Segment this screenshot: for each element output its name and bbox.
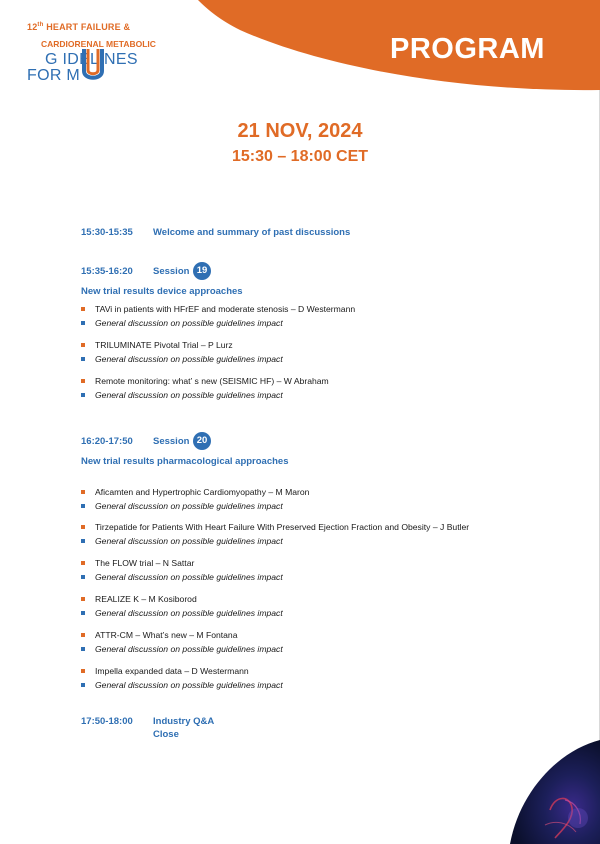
orange-bullet-icon — [81, 633, 85, 637]
session19-badge: 19 — [193, 262, 211, 280]
welcome-label: Welcome and summary of past discussions — [153, 227, 351, 238]
session20-badge: 20 — [193, 432, 211, 450]
list-item: REALIZE K – M Kosiborod General discussion on possible guidelines impact — [81, 592, 581, 620]
blue-bullet-icon — [81, 393, 85, 397]
list-item: Remote monitoring: what’ s new (SEISMIC HF) – W Abraham General discussion on possible guidelines impact — [81, 374, 581, 402]
logo-line2: CARDIORENAL METABOLIC — [41, 39, 156, 49]
logo-line4: FOR M — [27, 67, 81, 84]
blue-bullet-icon — [81, 504, 85, 508]
orange-bullet-icon — [81, 669, 85, 673]
list-item: TRILUMINATE Pivotal Trial – P Lurz General discussion on possible guidelines impact — [81, 338, 581, 366]
closing-time: 17:50-18:00 — [81, 716, 133, 727]
list-item: Impella expanded data – D Westermann General discussion on possible guidelines impact — [81, 664, 581, 692]
heart-graphic — [510, 740, 600, 844]
blue-bullet-icon — [81, 321, 85, 325]
welcome-time: 15:30-15:35 — [81, 227, 133, 238]
orange-bullet-icon — [81, 490, 85, 494]
logo-u-icon — [82, 49, 104, 85]
blue-bullet-icon — [81, 575, 85, 579]
session20-label: Session — [153, 436, 190, 447]
list-item: TAVi in patients with HFrEF and moderate stenosis – D Westermann General discussion on possible guidelines impact — [81, 302, 581, 330]
list-item: Aficamten and Hypertrophic Cardiomyopathy – M Maron General discussion on possible guidelines impact — [81, 485, 581, 513]
page-title: PROGRAM — [390, 33, 545, 65]
logo-line1: 12th HEART FAILURE & — [27, 22, 131, 32]
event-date: 21 NOV, 2024 — [237, 120, 363, 142]
blue-bullet-icon — [81, 357, 85, 361]
orange-bullet-icon — [81, 307, 85, 311]
blue-bullet-icon — [81, 611, 85, 615]
forum-logo — [27, 22, 187, 92]
closing-industry-qa: Industry Q&A — [153, 716, 215, 727]
list-item: ATTR-CM – What’s new – M Fontana General discussion on possible guidelines impact — [81, 628, 581, 656]
event-time: 15:30 – 18:00 CET — [231, 148, 369, 165]
orange-bullet-icon — [81, 379, 85, 383]
blue-bullet-icon — [81, 539, 85, 543]
session20-time: 16:20-17:50 — [81, 436, 133, 447]
session19-time: 15:35-16:20 — [81, 266, 133, 277]
logo-line3: G IDELINES — [45, 51, 138, 68]
closing-close: Close — [153, 729, 179, 740]
blue-bullet-icon — [81, 647, 85, 651]
orange-bullet-icon — [81, 597, 85, 601]
list-item: Tirzepatide for Patients With Heart Failure With Preserved Ejection Fraction and Obesity – J Butler General discussion on possible guidelines impact — [81, 520, 581, 548]
list-item: The FLOW trial – N Sattar General discussion on possible guidelines impact — [81, 556, 581, 584]
session20-title: New trial results pharmacological approaches — [81, 456, 289, 467]
blue-bullet-icon — [81, 683, 85, 687]
session19-label: Session — [153, 266, 190, 277]
orange-bullet-icon — [81, 561, 85, 565]
session19-title: New trial results device approaches — [81, 286, 243, 297]
orange-bullet-icon — [81, 343, 85, 347]
orange-bullet-icon — [81, 525, 85, 529]
